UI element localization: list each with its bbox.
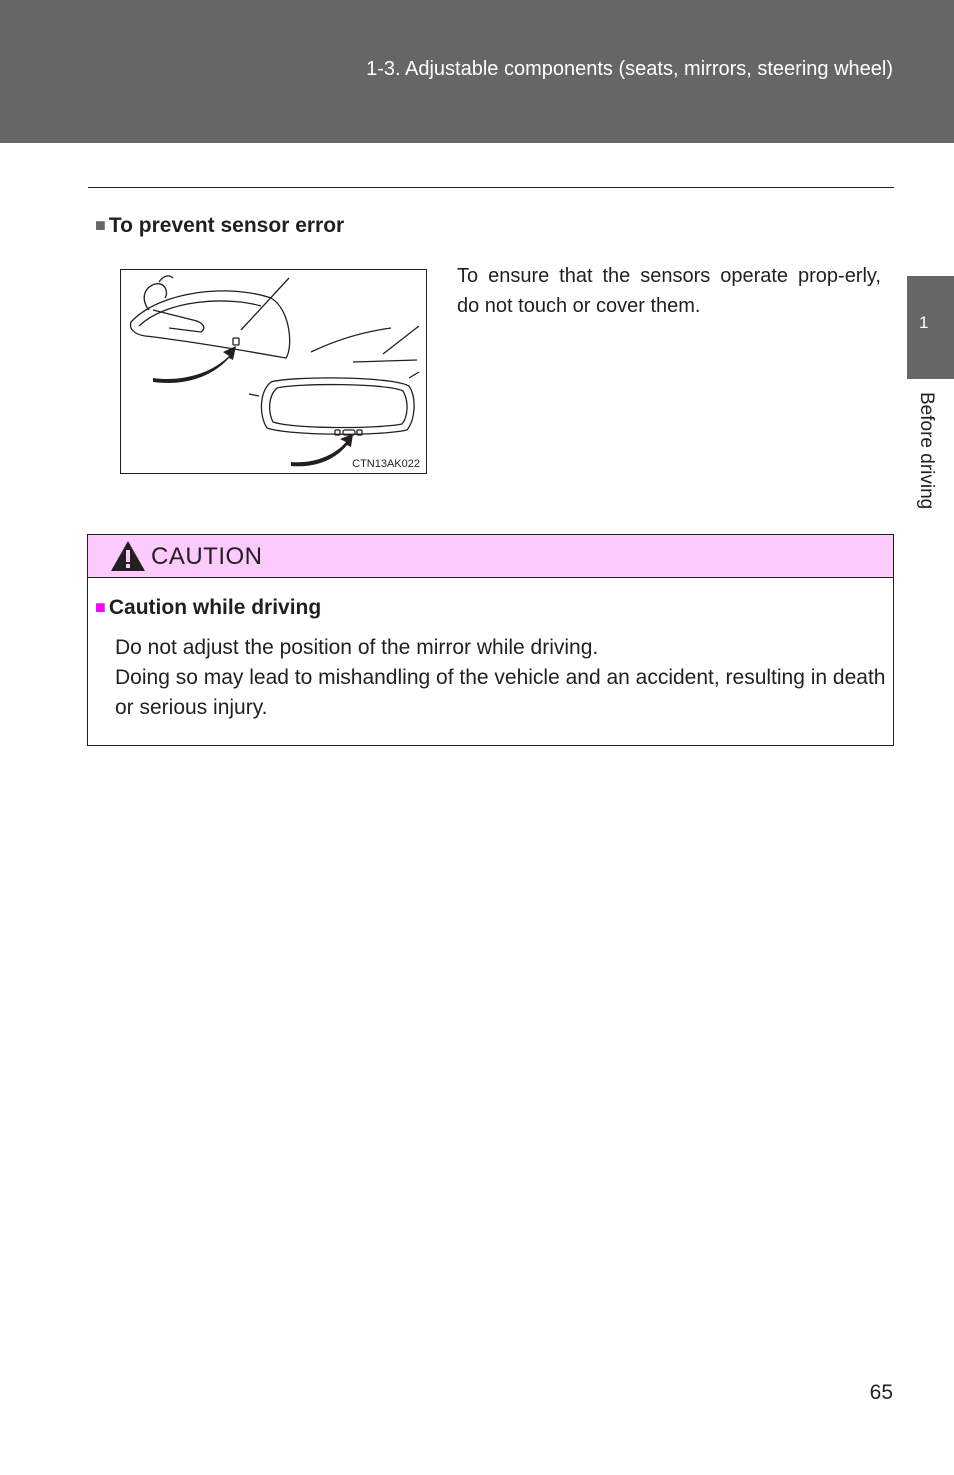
page-header xyxy=(0,0,954,143)
caution-line: Doing so may lead to mishandling of the vehicle and an accident, resulting in death or serious injury. xyxy=(115,666,886,719)
divider-line xyxy=(88,187,894,188)
section-heading-text: To prevent sensor error xyxy=(108,214,345,237)
mirror-drawing xyxy=(121,270,426,473)
square-bullet-icon: ■ xyxy=(95,215,106,235)
figure-code: CTN13AK022 xyxy=(352,458,420,470)
caution-line: Do not adjust the position of the mirror while driving. xyxy=(115,636,599,659)
caution-box xyxy=(87,534,894,746)
section-body-text: To ensure that the sensors operate prop-erly, do not touch or cover them. xyxy=(457,265,881,317)
caution-subheading xyxy=(95,596,321,620)
warning-triangle-icon xyxy=(110,540,146,572)
chapter-tab xyxy=(907,276,954,379)
caution-text xyxy=(115,633,890,723)
caution-header xyxy=(88,535,893,578)
section-heading xyxy=(95,214,344,238)
square-bullet-icon: ■ xyxy=(95,597,106,617)
chapter-number: 1 xyxy=(919,313,929,332)
caution-label: CAUTION xyxy=(151,543,263,570)
mirror-sensor-illustration xyxy=(120,269,427,474)
section-title: 1-3. Adjustable components (seats, mirrors, steering wheel) xyxy=(366,58,893,80)
chapter-label: Before driving xyxy=(916,392,937,510)
caution-subheading-text: Caution while driving xyxy=(108,596,322,619)
page-number: 65 xyxy=(869,1381,893,1404)
